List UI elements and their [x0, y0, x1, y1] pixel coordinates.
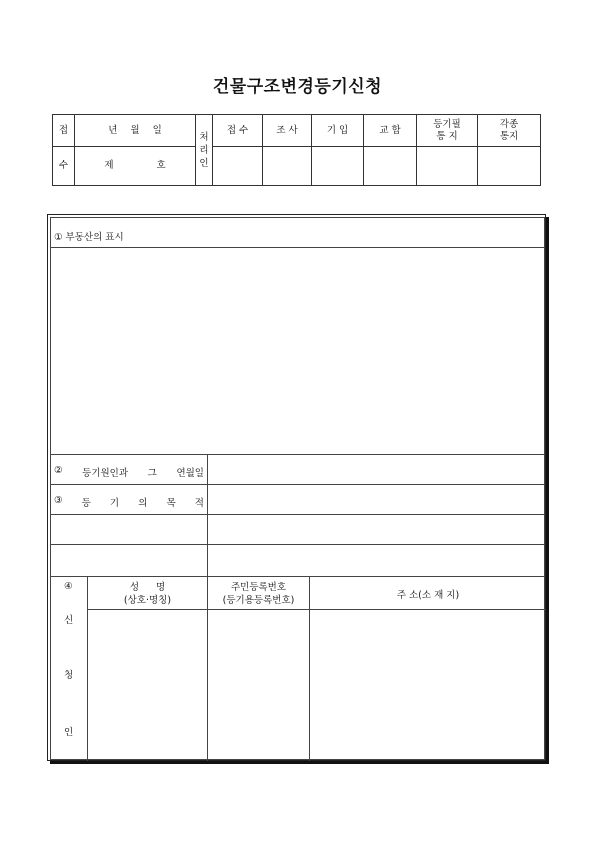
date-label: 년 월 일 [75, 115, 196, 147]
processor-label: 처 리 인 [196, 115, 213, 186]
col-receipt: 접 수 [213, 115, 263, 147]
receipt-label-top: 접 [53, 115, 75, 147]
applicant-name-field[interactable] [88, 610, 207, 761]
cell-receipt[interactable] [213, 147, 263, 186]
applicant-address-field[interactable] [310, 610, 546, 761]
application-form [47, 214, 549, 764]
blank-value-field-1[interactable] [208, 515, 545, 544]
property-header-row [51, 218, 544, 248]
receipt-table [52, 114, 541, 186]
cell-entry[interactable] [312, 147, 364, 186]
number-label: 제 호 [75, 147, 196, 186]
applicant-char-1: 신 [64, 615, 74, 626]
frame-border [47, 214, 546, 761]
name-column-header: 성 명 (상호·명칭) [123, 582, 172, 606]
purpose-label: ③ 등 기 의 목 적 [54, 495, 204, 509]
purpose-row [51, 485, 544, 515]
blank-value-field-2[interactable] [208, 545, 545, 576]
blank-label-field-2[interactable] [51, 545, 207, 576]
blank-label-field-1[interactable] [51, 515, 207, 544]
col-entry: 기 입 [312, 115, 364, 147]
applicant-number: ④ [64, 581, 73, 592]
col-various-notice: 각종 통지 [478, 115, 541, 147]
document-title: 건물구조변경등기신청 [212, 77, 383, 97]
col-investigation: 조 사 [263, 115, 312, 147]
regno-column-header: 주민등록번호 (등기용등록번호) [222, 582, 295, 606]
property-description-field[interactable] [51, 248, 544, 455]
cell-registration-notice[interactable] [417, 147, 478, 186]
form-body [50, 217, 545, 760]
applicant-char-3: 인 [64, 727, 74, 738]
receipt-label-bottom: 수 [53, 147, 75, 186]
blank-row-1 [51, 515, 544, 545]
col-registration-notice: 등기필 통 지 [417, 115, 478, 147]
cause-date-field[interactable] [208, 455, 545, 484]
col-verification: 교 합 [364, 115, 417, 147]
cell-verification[interactable] [364, 147, 417, 186]
applicant-char-2: 청 [64, 670, 74, 681]
property-label: ① 부동산의 표시 [54, 232, 124, 243]
applicant-section [51, 577, 546, 761]
cell-various-notice[interactable] [478, 147, 541, 186]
cause-date-label: ② 등기원인과 그 연월일 [54, 465, 204, 479]
address-column-header: 주 소(소 재 지) [396, 590, 460, 601]
purpose-field[interactable] [208, 485, 545, 514]
cell-investigation[interactable] [263, 147, 312, 186]
blank-row-2 [51, 545, 544, 577]
applicant-regno-field[interactable] [208, 610, 309, 761]
cause-date-row [51, 455, 544, 485]
